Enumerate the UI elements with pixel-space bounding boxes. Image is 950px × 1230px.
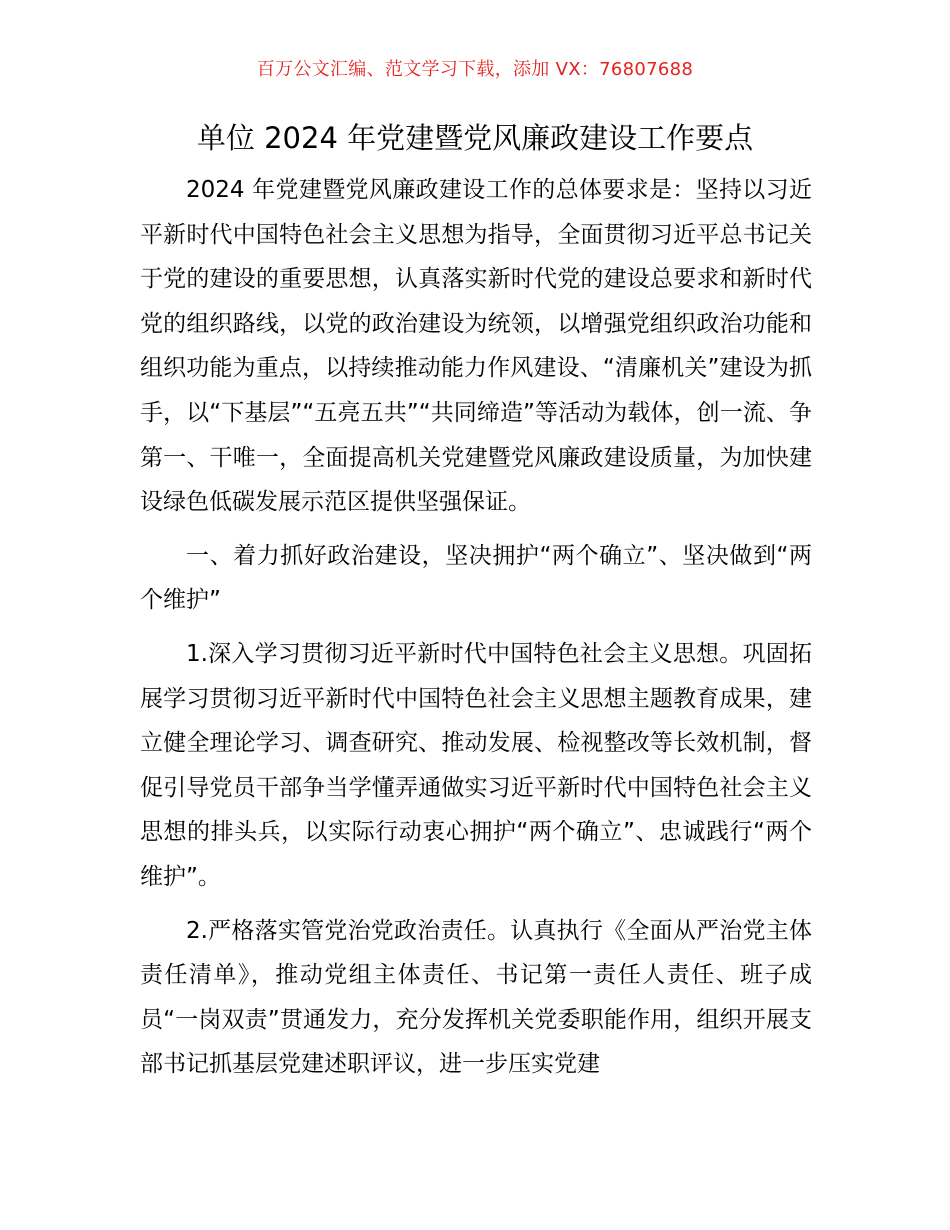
item-paragraph-2: 2.严格落实管党治党政治责任。认真执行《全面从严治党主体责任清单》，推动党组主体责任、书记第一责任人责任、班子成员“一岗双责”贯通发力，充分发挥机关党委职能作用，组织开展支部书记抓基层党建述职评议，进一步压实党建 bbox=[140, 917, 812, 1078]
item-paragraph-1: 1.深入学习贯彻习近平新时代中国特色社会主义思想。巩固拓展学习贯彻习近平新时代中国特色社会主义思想主题教育成果，建立健全理论学习、调查研究、推动发展、检视整改等长效机制，督促引导党员干部争当学懂弄通做实习近平新时代中国特色社会主义思想的排头兵，以实际行动衷心拥护“两个确立”、忠诚践行“两个维护”。 bbox=[140, 640, 812, 890]
document-body bbox=[140, 168, 812, 1087]
watermark-header-note: 百万公文汇编、范文学习下载，添加 VX：76807688 bbox=[256, 59, 694, 80]
document-title: 单位 2024 年党建暨党风廉政建设工作要点 bbox=[196, 121, 754, 155]
intro-paragraph: 2024 年党建暨党风廉政建设工作的总体要求是：坚持以习近平新时代中国特色社会主义思想为指导，全面贯彻习近平总书记关于党的建设的重要思想，认真落实新时代党的建设总要求和新时代党的组织路线，以党的政治建设为统领，以增强党组织政治功能和组织功能为重点，以持续推动能力作风建设、“清廉机关”建设为抓手，以“下基层”“五亮五共”“共同缔造”等活动为载体，创一流、争第一、干唯一，全面提高机关党建暨党风廉政建设质量，为加快建设绿色低碳发展示范区提供坚强保证。 bbox=[140, 177, 812, 516]
section-heading-1: 一、着力抓好政治建设，坚决拥护“两个确立”、坚决做到“两个维护” bbox=[140, 542, 812, 614]
